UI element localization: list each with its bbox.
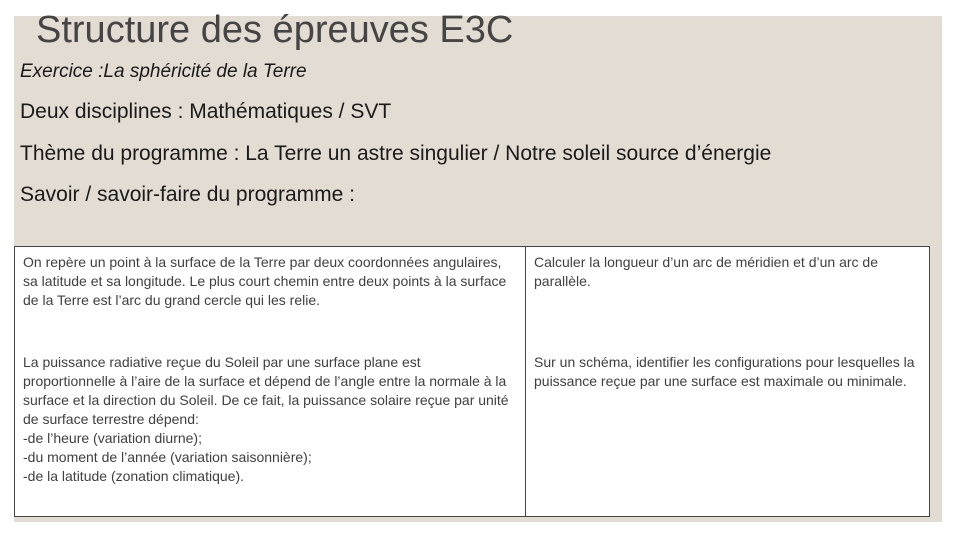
- list-item: -de l’heure (variation diurne);: [23, 430, 202, 447]
- knowledge-text: La puissance radiative reçue du Soleil par une surface plane est proportionnelle à l’aire de la surface et dépend de l’angle entre la normale à la surface et la direction du Soleil. De ce fait, la puissance solaire reçue par unité de surface terrestre dépend:: [23, 354, 509, 428]
- savoir-heading: Savoir / savoir-faire du programme :: [20, 183, 355, 206]
- list-item: -du moment de l’année (variation saisonnière);: [23, 449, 312, 466]
- slide-title: Structure des épreuves E3C: [36, 9, 514, 51]
- table-cell-knowledge: [15, 347, 526, 517]
- table-cell-skill: Sur un schéma, identifier les configurations pour lesquelles la puissance reçue par une surface est maximale ou minimale.: [534, 354, 915, 390]
- theme-line: Thème du programme : La Terre un astre singulier / Notre soleil source d’énergie: [20, 142, 772, 165]
- exercise-label: Exercice :La sphéricité de la Terre: [20, 61, 307, 82]
- table-cell-skill: Calculer la longueur d’un arc de méridien et d’un arc de parallèle.: [534, 254, 878, 290]
- table-row: [15, 247, 930, 348]
- list-item: -de la latitude (zonation climatique).: [23, 468, 245, 485]
- table-cell-knowledge: On repère un point à la surface de la Terre par deux coordonnées angulaires, sa latitude et sa longitude. Le plus court chemin entre deux points à la surface de la Terre est l’arc du grand cercle qui les relie.: [15, 247, 526, 348]
- table-row: [15, 347, 930, 517]
- skills-table: [14, 246, 930, 517]
- disciplines-line: Deux disciplines : Mathématiques / SVT: [20, 100, 392, 123]
